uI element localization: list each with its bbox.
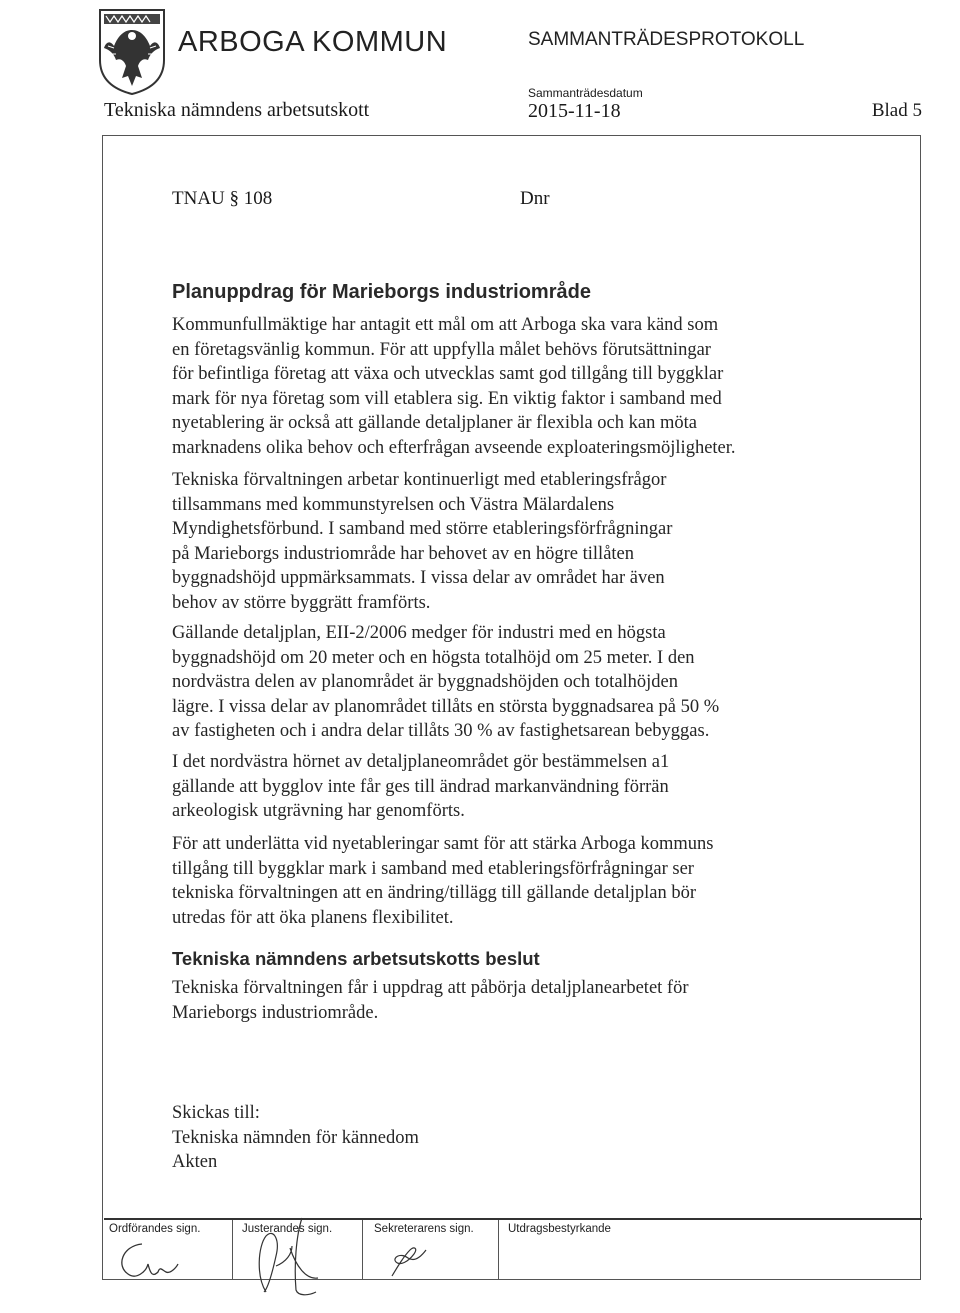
adjuster-signature-label: Justerandes sign. bbox=[242, 1223, 333, 1235]
document-type: SAMMANTRÄDESPROTOKOLL bbox=[528, 29, 805, 50]
text-line: arkeologisk utgrävning har genomförts. bbox=[172, 801, 465, 821]
body-paragraph-5 bbox=[172, 832, 892, 930]
text-line: utredas för att öka planens flexibilitet. bbox=[172, 907, 454, 928]
text-line: Myndighetsförbund. I samband med större etableringsförfrågningar bbox=[172, 519, 673, 539]
text-line: Gällande detaljplan, EII-2/2006 medger för industri med en högsta bbox=[172, 623, 666, 643]
coat-of-arms-logo bbox=[96, 6, 168, 96]
text-line: Tekniska förvaltningen arbetar kontinuerligt med etableringsfrågor bbox=[172, 470, 667, 490]
organization-name: ARBOGA KOMMUN bbox=[178, 26, 448, 58]
text-line: byggnadshöjd uppmärksammats. I vissa delar av området har även bbox=[172, 568, 665, 588]
text-line: för befintliga företag att växa och utvecklas samt god tillgång till byggklar bbox=[172, 364, 724, 384]
body-paragraph-2 bbox=[172, 468, 892, 615]
distribution-list bbox=[172, 1101, 892, 1175]
distribution-item: Akten bbox=[172, 1152, 218, 1172]
committee-name: Tekniska nämndens arbetsutskott bbox=[104, 99, 370, 121]
body-paragraph-3 bbox=[172, 621, 892, 744]
chair-signature-label: Ordförandes sign. bbox=[109, 1223, 201, 1235]
distribution-item: Tekniska nämnden för kännedom bbox=[172, 1127, 419, 1148]
text-line: tillsammans med kommunstyrelsen och Västra Mälardalens bbox=[172, 494, 615, 515]
page-number: Blad 5 bbox=[871, 100, 922, 121]
body-paragraph-4 bbox=[172, 750, 892, 824]
text-line: på Marieborgs industriområde har behovet av en högre tillåten bbox=[172, 543, 635, 564]
text-line: en företagsvänlig kommun. För att uppfylla målet behövs förutsättningar bbox=[172, 339, 711, 360]
paragraph-reference: TNAU § 108 bbox=[172, 188, 273, 209]
distribution-heading: Skickas till: bbox=[172, 1103, 260, 1123]
text-line: Tekniska förvaltningen får i uppdrag att påbörja detaljplanearbetet för bbox=[172, 978, 689, 998]
secretary-signature-label: Sekreterarens sign. bbox=[374, 1223, 474, 1235]
signature-divider bbox=[232, 1220, 233, 1280]
text-line: tekniska förvaltningen att en ändring/tillägg till gällande detaljplan bör bbox=[172, 883, 697, 903]
text-line: Marieborgs industriområde. bbox=[172, 1002, 379, 1023]
text-line: Kommunfullmäktige har antagit ett mål om att Arboga ska vara känd som bbox=[172, 315, 719, 335]
secretary-signature bbox=[380, 1236, 440, 1282]
meeting-date: 2015-11-18 bbox=[528, 100, 621, 122]
dnr-label: Dnr bbox=[520, 188, 550, 209]
body-paragraph-1 bbox=[172, 313, 892, 460]
chair-signature bbox=[112, 1236, 222, 1284]
text-line: I det nordvästra hörnet av detaljplaneområdet gör bestämmelsen a1 bbox=[172, 752, 670, 772]
meeting-date-label: Sammanträdesdatum bbox=[528, 86, 643, 100]
text-line: nyetablering är också att gällande detaljplaner är flexibla och kan möta bbox=[172, 413, 697, 433]
text-line: marknadens olika behov och efterfrågan avseende exploateringsmöjligheter. bbox=[172, 437, 736, 458]
text-line: nordvästra delen av planområdet är byggnadshöjden och totalhöjden bbox=[172, 672, 679, 692]
signature-divider bbox=[362, 1220, 363, 1280]
text-line: lägre. I vissa delar av planområdet tillåts en största byggnadsarea på 50 % bbox=[172, 696, 720, 717]
text-line: tillgång till byggklar mark i samband med etableringsförfrågningar ser bbox=[172, 858, 694, 879]
decision-heading: Tekniska nämndens arbetsutskotts beslut bbox=[172, 948, 540, 969]
text-line: byggnadshöjd om 20 meter och en högsta totalhöjd om 25 meter. I den bbox=[172, 647, 695, 668]
adjuster-signature bbox=[236, 1196, 356, 1300]
text-line: mark för nya företag som vill etablera sig. En viktig faktor i samband med bbox=[172, 388, 722, 409]
text-line: av fastigheten och i andra delar tillåts 30 % av fastighetsarean bebyggas. bbox=[172, 721, 710, 741]
decision-text bbox=[172, 976, 892, 1025]
signature-rule bbox=[104, 1218, 922, 1220]
section-title: Planuppdrag för Marieborgs industriområde bbox=[172, 281, 591, 303]
certified-label: Utdragsbestyrkande bbox=[508, 1223, 611, 1235]
text-line: gällande att bygglov inte får ges till ändrad markanvändning förrän bbox=[172, 776, 669, 797]
signature-divider bbox=[498, 1220, 499, 1280]
text-line: behov av större byggrätt framförts. bbox=[172, 592, 431, 613]
text-line: För att underlätta vid nyetableringar samt för att stärka Arboga kommuns bbox=[172, 834, 714, 854]
